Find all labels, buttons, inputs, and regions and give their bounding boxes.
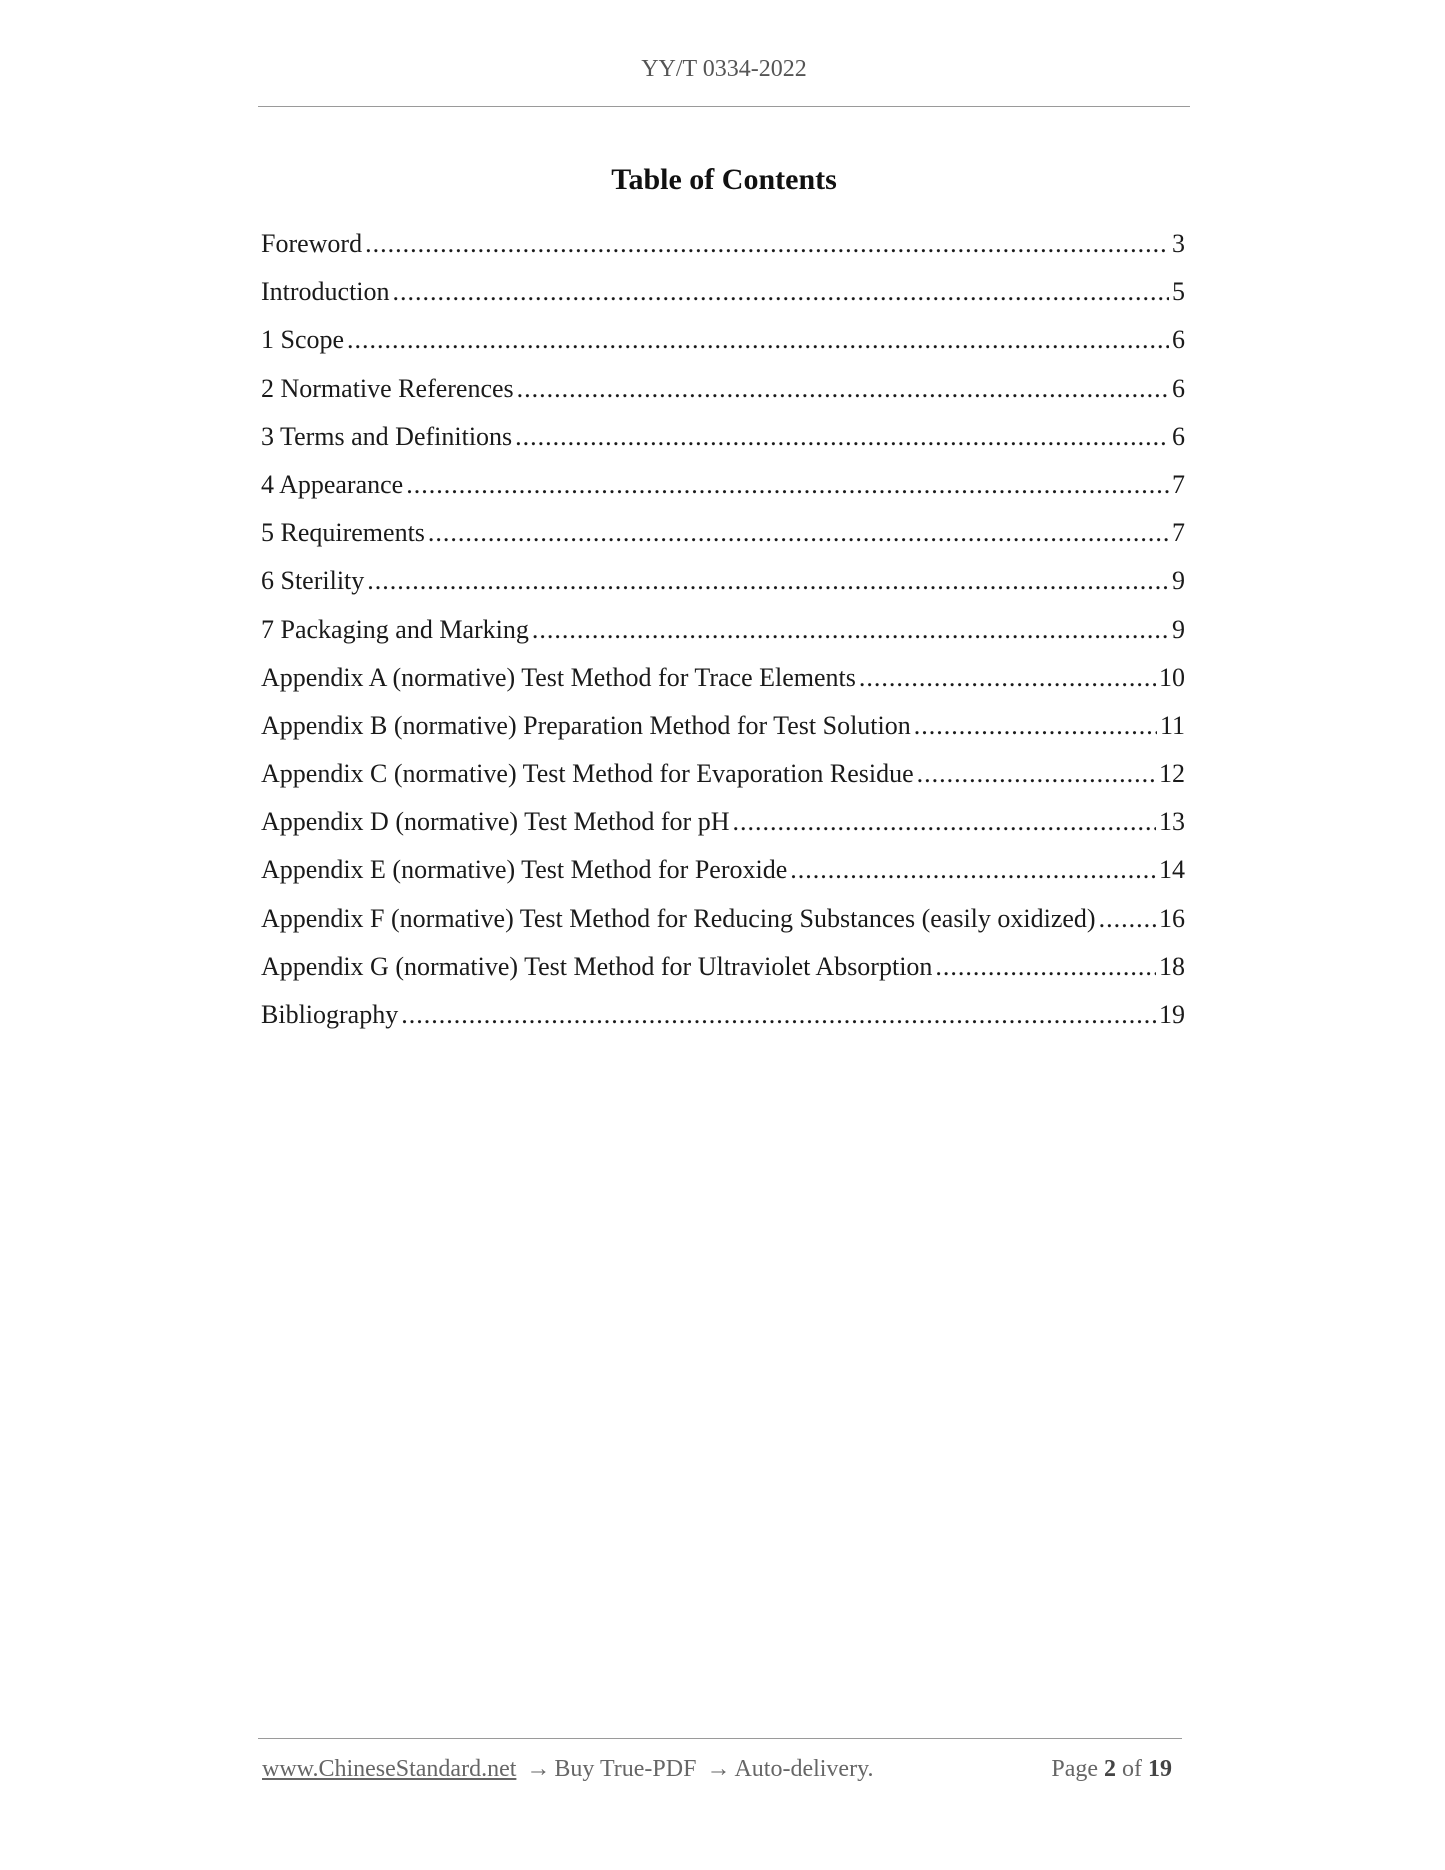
dot-leader: [917, 759, 1156, 789]
dot-leader: [935, 952, 1156, 982]
table-of-contents: [261, 229, 1185, 1048]
dot-leader: [401, 1000, 1156, 1030]
toc-entry-label: Appendix B (normative) Preparation Method for Test Solution: [261, 710, 911, 740]
toc-entry[interactable]: [261, 518, 1185, 566]
footer-divider: [258, 1738, 1182, 1739]
toc-entry[interactable]: [261, 711, 1185, 759]
toc-entry-label: Appendix E (normative) Test Method for Peroxide: [261, 855, 788, 885]
toc-entry[interactable]: [261, 422, 1185, 470]
dot-leader: [393, 277, 1169, 307]
toc-entry[interactable]: [261, 470, 1185, 518]
toc-entry[interactable]: [261, 1000, 1185, 1048]
toc-entry-label: Appendix C (normative) Test Method for Evaporation Residue: [261, 759, 914, 789]
toc-entry-label: 7 Packaging and Marking: [261, 614, 529, 644]
dot-leader: [367, 566, 1169, 596]
dot-leader: [515, 422, 1169, 452]
dot-leader: [532, 615, 1169, 645]
toc-entry-page-number: 16: [1159, 903, 1185, 933]
toc-entry[interactable]: [261, 952, 1185, 1000]
toc-entry-page-number: 9: [1172, 614, 1185, 644]
dot-leader: [428, 518, 1169, 548]
toc-entry-label: 2 Normative References: [261, 373, 514, 403]
current-page-number: 2: [1104, 1756, 1116, 1782]
document-header: YY/T 0334-2022: [641, 56, 807, 82]
toc-entry-page-number: 6: [1172, 373, 1185, 403]
toc-entry[interactable]: [261, 277, 1185, 325]
toc-entry-page-number: 5: [1172, 277, 1185, 307]
toc-entry[interactable]: [261, 374, 1185, 422]
toc-entry-label: Appendix F (normative) Test Method for Reducing Substances (easily oxidized): [261, 903, 1096, 933]
toc-entry-page-number: 18: [1159, 951, 1185, 981]
of-label: of: [1122, 1756, 1142, 1782]
dot-leader: [517, 374, 1169, 404]
toc-entry-page-number: 6: [1172, 421, 1185, 451]
dot-leader: [790, 855, 1156, 885]
dot-leader: [365, 229, 1169, 259]
toc-entry-page-number: 10: [1159, 662, 1185, 692]
toc-entry-label: Appendix D (normative) Test Method for pH: [261, 807, 730, 837]
toc-entry[interactable]: [261, 663, 1185, 711]
toc-entry-page-number: 3: [1172, 229, 1185, 258]
toc-entry-page-number: 14: [1159, 855, 1185, 885]
toc-entry-label: 4 Appearance: [261, 469, 404, 499]
toc-entry-label: Appendix G (normative) Test Method for Ultraviolet Absorption: [261, 951, 933, 981]
toc-entry-label: Introduction: [261, 277, 390, 307]
site-link[interactable]: www.ChineseStandard.net: [262, 1756, 517, 1782]
toc-entry-label: 1 Scope: [261, 325, 345, 355]
toc-entry-label: Appendix A (normative) Test Method for Trace Elements: [261, 662, 856, 692]
auto-delivery-text: Auto-delivery.: [734, 1756, 874, 1782]
arrow-right-icon: →: [526, 1756, 551, 1782]
toc-entry-page-number: 7: [1172, 518, 1185, 548]
page-indicator: [1051, 1756, 1178, 1783]
toc-entry[interactable]: [261, 566, 1185, 614]
toc-entry-page-number: 12: [1159, 759, 1185, 789]
buy-true-pdf-text: Buy True-PDF: [554, 1756, 697, 1782]
dot-leader: [914, 711, 1157, 741]
toc-entry-page-number: 6: [1172, 325, 1185, 355]
toc-entry[interactable]: [261, 904, 1185, 952]
toc-entry[interactable]: [261, 615, 1185, 663]
page-label: Page: [1051, 1756, 1098, 1782]
arrow-right-icon: →: [706, 1756, 731, 1782]
header-divider: [258, 106, 1190, 107]
dot-leader: [406, 470, 1169, 500]
toc-entry-label: 5 Requirements: [261, 518, 425, 548]
toc-entry-page-number: 11: [1159, 710, 1185, 740]
total-pages-number: 19: [1148, 1756, 1172, 1782]
dot-leader: [733, 807, 1157, 837]
dot-leader: [859, 663, 1156, 693]
toc-entry-page-number: 13: [1159, 807, 1185, 837]
toc-entry-label: Foreword: [261, 229, 363, 258]
toc-title: Table of Contents: [611, 163, 837, 196]
toc-entry-label: 6 Sterility: [261, 566, 365, 596]
toc-entry[interactable]: [261, 855, 1185, 903]
toc-entry[interactable]: [261, 807, 1185, 855]
toc-entry-label: Bibliography: [261, 1000, 399, 1029]
toc-entry-page-number: 9: [1172, 566, 1185, 596]
toc-entry[interactable]: [261, 229, 1185, 277]
dot-leader: [1099, 904, 1156, 934]
toc-entry[interactable]: [261, 325, 1185, 373]
toc-entry-label: 3 Terms and Definitions: [261, 421, 513, 451]
page-footer: [262, 1756, 1182, 1783]
toc-entry[interactable]: [261, 759, 1185, 807]
dot-leader: [347, 325, 1169, 355]
toc-entry-page-number: 7: [1172, 469, 1185, 499]
toc-entry-page-number: 19: [1159, 1000, 1185, 1029]
